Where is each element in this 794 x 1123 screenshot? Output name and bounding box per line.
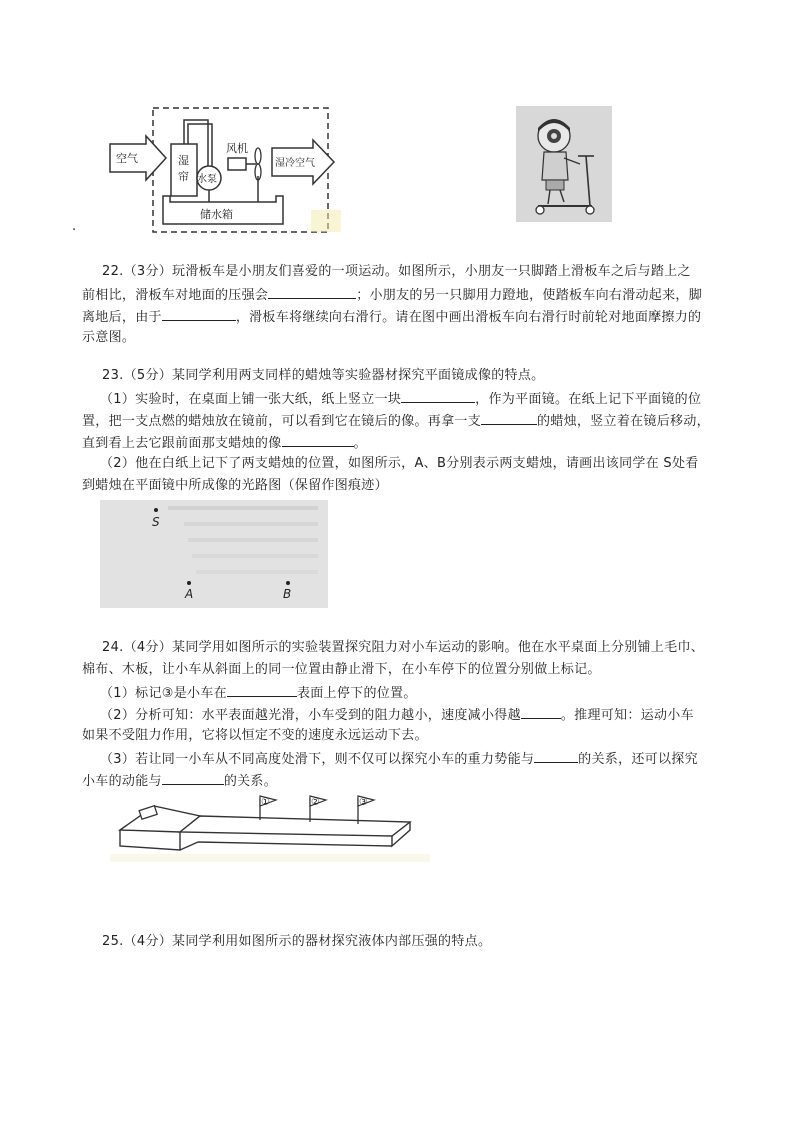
q24-blank-2[interactable] <box>521 704 561 719</box>
q23-line-4: 直到看上去它跟前面那支蜡烛的像 。 <box>82 432 367 454</box>
flag-3-label: ③ <box>359 797 368 808</box>
point-s-label: S <box>152 515 160 529</box>
q23-blank-2[interactable] <box>481 410 537 425</box>
q23-line-3: 置，把一支点燃的蜡烛放在镜前，可以看到它在镜后的像。再拿一支 的蜡烛，竖立着在镜后移动， <box>82 410 710 432</box>
q24-line-4: （2）分析可知：水平表面越光滑，小车受到的阻力越小，速度减小得越 。推理可知：运动小车 <box>100 704 694 726</box>
flag-2-label: ② <box>311 797 320 808</box>
stray-dot: . <box>72 219 77 234</box>
q24-line-2: 棉布、木板，让小车从斜面上的同一位置由静止滑下，在小车停下的位置分别做上标记。 <box>82 662 601 677</box>
tank-label: 储水箱 <box>200 208 233 221</box>
q23-blank-1[interactable] <box>401 388 475 403</box>
q22-line-2: 前相比，滑板车对地面的压强会 ；小朋友的另一只脚用力蹬地，使踏板车向右滑动起来，脚 <box>82 284 702 306</box>
q23-line-6: 到蜡烛在平面镜中所成像的光路图（保留作图痕迹） <box>82 478 388 493</box>
q22-line-3: 离地后，由于 ，滑板车将继续向右滑行。请在图中画出滑板车向右滑行时前轮对地面摩擦力的 <box>82 306 701 328</box>
wet-curtain-label-2: 帘 <box>178 170 189 183</box>
cooler-diagram-figure <box>108 106 346 236</box>
q24-line-3: （1）标记③是小车在 表面上停下的位置。 <box>100 682 417 704</box>
q23-line-2: （1）实验时，在桌面上铺一张大纸，纸上竖立一块 ，作为平面镜。在纸上记下平面镜的位 <box>100 388 701 410</box>
mirror-points-figure <box>100 500 328 608</box>
fan-label: 风机 <box>226 142 248 155</box>
air-out-label: 湿冷空气 <box>275 158 315 169</box>
scooter-child-figure <box>516 106 612 222</box>
pump-label: 水泵 <box>197 174 217 185</box>
q24-line-7: 小车的动能与 的关系。 <box>82 770 277 792</box>
q25-line-1: 25.（4分）某同学利用如图所示的器材探究液体内部压强的特点。 <box>102 934 492 949</box>
ramp-flags-figure <box>110 792 432 864</box>
point-b-label: B <box>283 587 292 601</box>
q24-line-1: 24.（4分）某同学用如图所示的实验装置探究阻力对小车运动的影响。他在水平桌面上分别铺上毛巾、 <box>102 640 705 655</box>
point-a-label: A <box>185 587 194 601</box>
q24-blank-1[interactable] <box>227 682 297 697</box>
q24-line-6: （3）若让同一小车从不同高度处滑下，则不仅可以探究小车的重力势能与 的关系，还可以探究 <box>100 748 698 770</box>
flag-1-label: ① <box>261 797 270 808</box>
q22-blank-1[interactable] <box>268 284 356 299</box>
q22-line-4: 示意图。 <box>82 330 136 345</box>
q22-line-1: 22.（3分）玩滑板车是小朋友们喜爱的一项运动。如图所示，小朋友一只脚踏上滑板车之后与踏上之 <box>102 264 691 279</box>
air-in-label: 空气 <box>116 152 138 165</box>
q23-blank-3[interactable] <box>282 432 354 447</box>
q24-line-5: 如果不受阻力作用，它将以恒定不变的速度永远运动下去。 <box>82 728 428 743</box>
q23-line-5: （2）他在白纸上记下了两支蜡烛的位置，如图所示，A、B分别表示两支蜡烛，请画出该同学在 S处看 <box>100 456 699 471</box>
q24-blank-3[interactable] <box>534 748 578 763</box>
wet-curtain-label-1: 湿 <box>178 154 189 167</box>
q24-blank-4[interactable] <box>162 770 224 785</box>
q22-blank-2[interactable] <box>162 306 236 321</box>
q23-line-1: 23.（5分）某同学利用两支同样的蜡烛等实验器材探究平面镜成像的特点。 <box>102 368 545 383</box>
